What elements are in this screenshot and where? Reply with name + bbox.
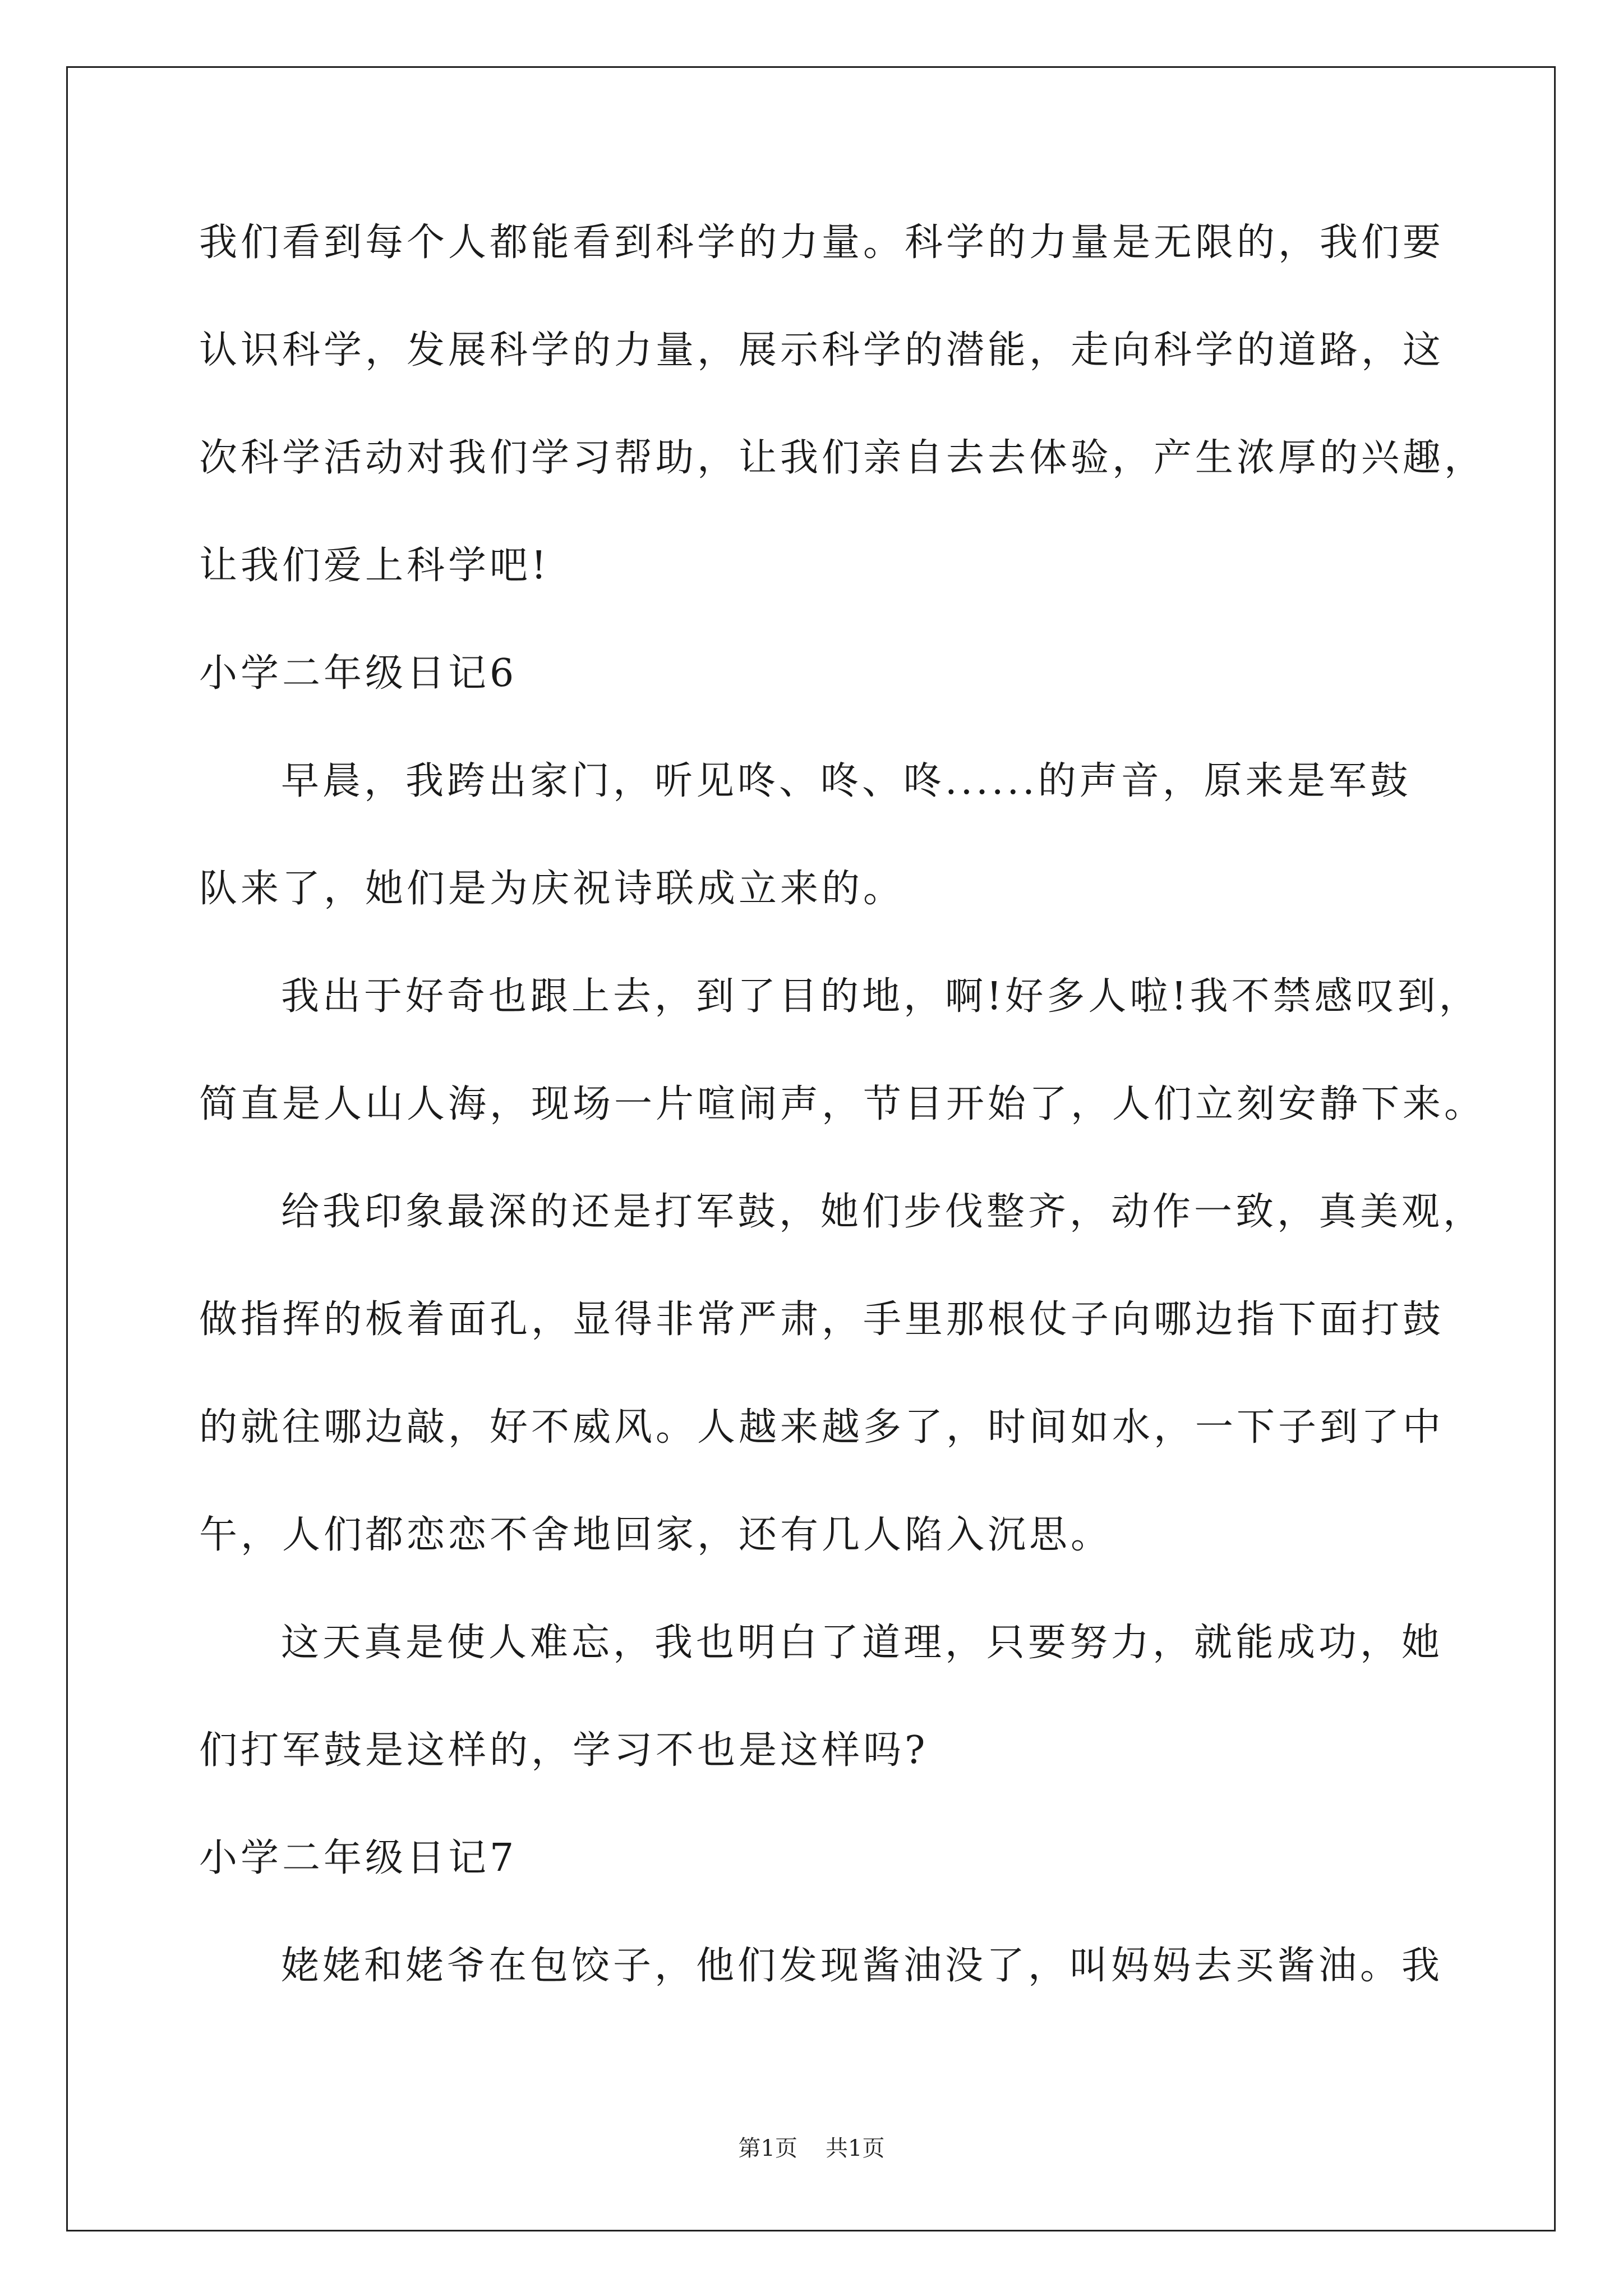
page-footer xyxy=(0,2134,1623,2162)
text-line: 我出于好奇也跟上去，到了目的地，啊!好多人啦!我不禁感叹到， xyxy=(281,974,1481,1019)
text-line: 给我印象最深的还是打军鼓，她们步伐整齐，动作一致，真美观， xyxy=(281,1190,1485,1234)
text-line: 早晨，我跨出家门，听见咚、咚、咚......的声音，原来是军鼓 xyxy=(281,759,1412,803)
page-total: 共1页 xyxy=(826,2136,885,2161)
section-heading: 小学二年级日记7 xyxy=(199,1836,518,1880)
page-number: 第1页 xyxy=(738,2136,797,2161)
text-line: 队来了，她们是为庆祝诗联成立来的。 xyxy=(199,867,905,911)
text-line: 简直是人山人海，现场一片喧闹声，节目开始了，人们立刻安静下来。 xyxy=(199,1082,1486,1126)
text-line: 午，人们都恋恋不舍地回家，还有几人陷入沉思。 xyxy=(199,1513,1113,1557)
text-line: 次科学活动对我们学习帮助，让我们亲自去去体验，产生浓厚的兴趣， xyxy=(199,436,1486,480)
text-line: 我们看到每个人都能看到科学的力量。科学的力量是无限的，我们要 xyxy=(199,220,1445,265)
text-line: 们打军鼓是这样的，学习不也是这样吗? xyxy=(199,1728,929,1773)
text-line: 认识科学，发展科学的力量，展示科学的潜能，走向科学的道路，这 xyxy=(199,328,1445,372)
text-line: 让我们爱上科学吧! xyxy=(199,544,550,588)
text-line: 姥姥和姥爷在包饺子，他们发现酱油没了，叫妈妈去买酱油。我 xyxy=(281,1944,1444,1988)
section-heading: 小学二年级日记6 xyxy=(199,651,518,696)
text-line: 的就往哪边敲，好不威风。人越来越多了，时间如水，一下子到了中 xyxy=(199,1405,1445,1450)
text-line: 做指挥的板着面孔，显得非常严肃，手里那根仗子向哪边指下面打鼓 xyxy=(199,1297,1445,1342)
document-body xyxy=(199,216,1486,2047)
text-line: 这天真是使人难忘，我也明白了道理，只要努力，就能成功，她 xyxy=(281,1621,1444,1665)
